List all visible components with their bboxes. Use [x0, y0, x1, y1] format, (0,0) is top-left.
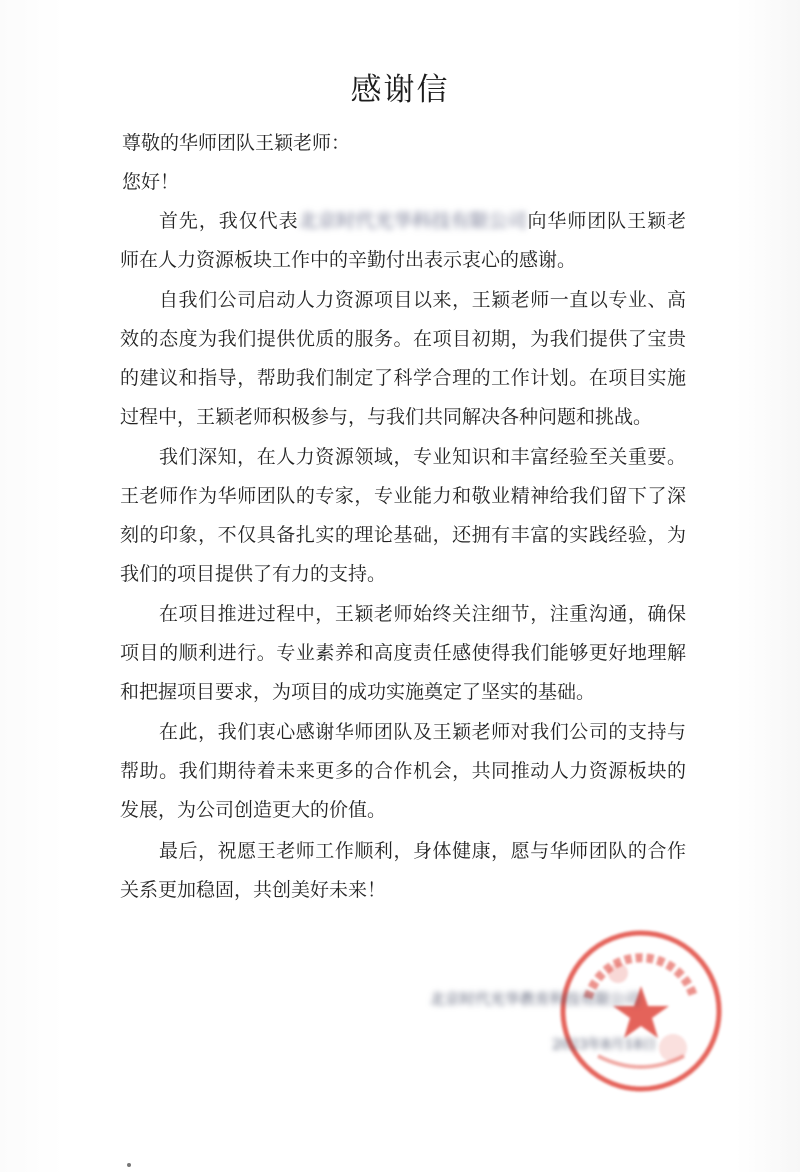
letter-date-blurred: 2023年8月18日: [552, 1037, 657, 1053]
paragraph-1-lead: 首先，我仅代表: [159, 210, 299, 232]
paragraph-1: [120, 202, 686, 280]
seal-ink-blot: [659, 1034, 687, 1062]
paragraph-4: 在项目推进过程中，王颖老师始终关注细节，注重沟通，确保项目的顺利进行。专业素养和高度责任感使得我们能够更好地理解和把握项目要求，为项目的成功实施奠定了坚实的基础。: [120, 603, 686, 703]
company-seal-stamp: [558, 928, 724, 1094]
seal-ink-blot: [608, 963, 628, 983]
paragraph-2: 自我们公司启动人力资源项目以来，王颖老师一直以专业、高效的态度为我们提供优质的服务。在项目初期，为我们提供了宝贵的建议和指导，帮助我们制定了科学合理的工作计划。在项目实施过程中，王颖老师积极参与，与我们共同解决各种问题和挑战。: [120, 289, 686, 428]
greeting: 您好！: [122, 171, 180, 193]
salutation: 尊敬的华师团队王颖老师：: [122, 132, 351, 154]
page-speck: [127, 1163, 131, 1167]
sender-company-blurred: 北京时代光华教育科技有限公司: [430, 990, 641, 1008]
paragraph-1-rest: 向华师团队王颖老师在人力资源板块工作中的辛勤付出表示衷心的感谢。: [120, 210, 686, 271]
paragraph-6: 最后，祝愿王老师工作顺利，身体健康，愿与华师团队的合作关系更加稳固，共创美好未来！: [120, 840, 686, 901]
blurred-company-name: 北京时代光华科技有限公司: [298, 210, 527, 232]
paragraph-3: 我们深知，在人力资源领域，专业知识和丰富经验至关重要。王老师作为华师团队的专家，专业能力和敬业精神给我们留下了深刻的印象，不仅具备扎实的理论基础，还拥有丰富的实践经验，为我们的项目提供了有力的支持。: [120, 446, 686, 585]
paragraph-5: 在此，我们衷心感谢华师团队及王颖老师对我们公司的支持与帮助。我们期待着未来更多的合作机会，共同推动人力资源板块的发展，为公司创造更大的价值。: [120, 721, 686, 821]
letter-title: 感谢信: [350, 72, 450, 108]
